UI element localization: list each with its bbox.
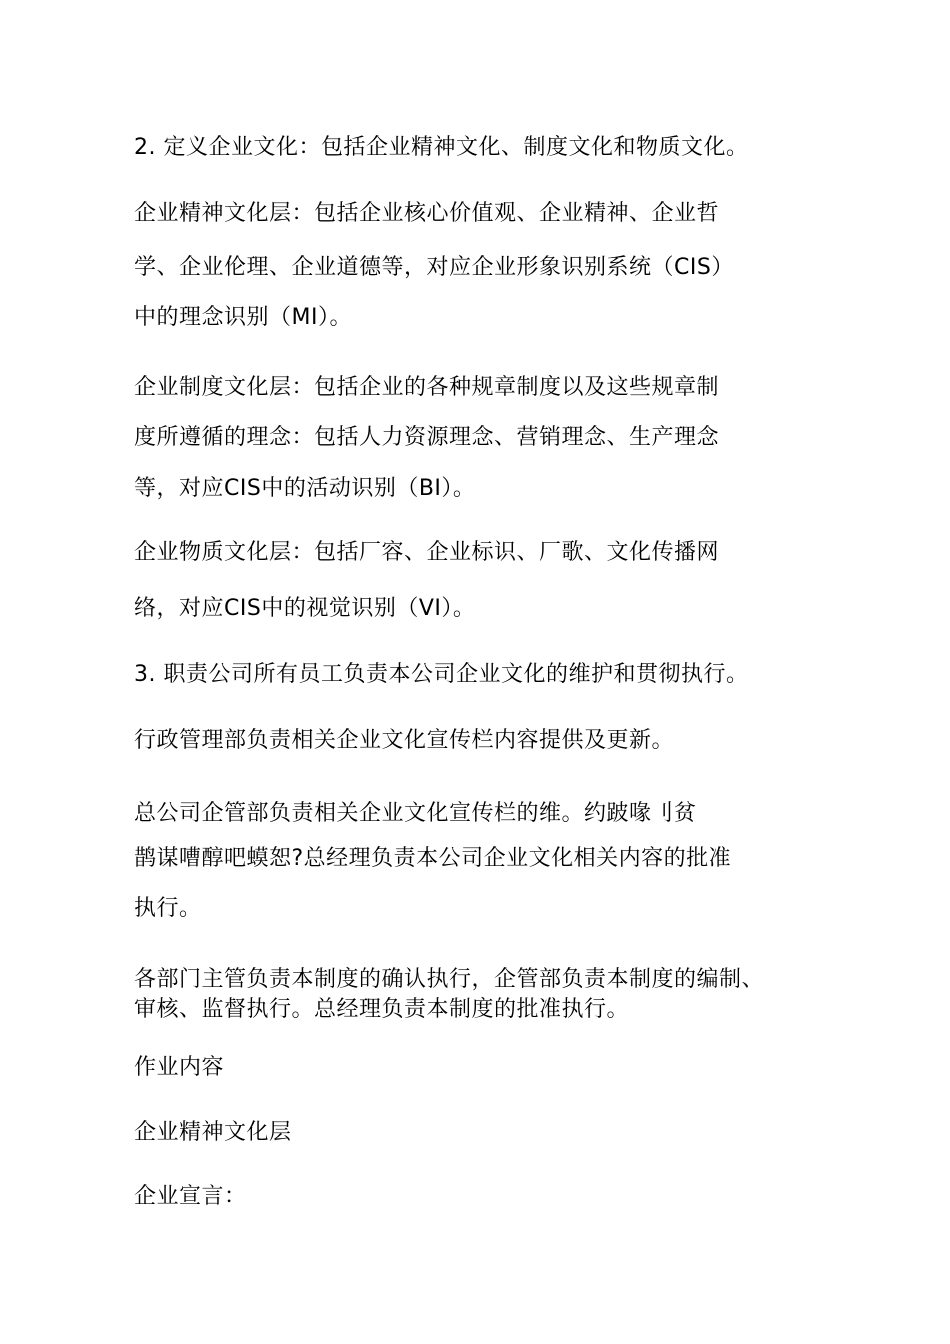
hq-mgmt-responsibility-line-3: 执行。	[134, 896, 202, 921]
institutional-culture-line-1: 企业制度文化层：包括企业的各种规章制度以及这些规章制	[134, 375, 720, 400]
hq-mgmt-responsibility-line-2: 鹊谋嘈醇吧蟆恕?总经理负责本公司企业文化相关内容的批准	[134, 846, 732, 871]
work-content-heading: 作业内容	[134, 1055, 225, 1080]
spiritual-culture-line-2: 学、企业伦理、企业道德等，对应企业形象识别系统（CIS）	[134, 255, 734, 280]
section-2-definition: 2. 定义企业文化：包括企业精神文化、制度文化和物质文化。	[134, 135, 749, 160]
corporate-declaration-label: 企业宣言：	[134, 1184, 247, 1209]
material-culture-line-1: 企业物质文化层：包括厂容、企业标识、厂歌、文化传播网	[134, 540, 720, 565]
dept-heads-responsibility-line-1: 各部门主管负责本制度的确认执行，企管部负责本制度的编制、	[134, 967, 765, 992]
dept-heads-responsibility-line-2: 审核、监督执行。总经理负责本制度的批准执行。	[134, 997, 630, 1022]
spiritual-culture-line-3: 中的理念识别（MI）。	[134, 305, 352, 330]
hq-mgmt-responsibility-line-1: 总公司企管部负责相关企业文化宣传栏的维。约跛喙刂贫	[134, 801, 697, 826]
spiritual-culture-line-1: 企业精神文化层：包括企业核心价值观、企业精神、企业哲	[134, 201, 720, 226]
spiritual-culture-heading: 企业精神文化层	[134, 1120, 292, 1145]
material-culture-line-2: 络，对应CIS中的视觉识别（VI）。	[134, 596, 476, 621]
institutional-culture-line-3: 等，对应CIS中的活动识别（BI）。	[134, 476, 476, 501]
admin-dept-responsibility: 行政管理部负责相关企业文化宣传栏内容提供及更新。	[134, 728, 675, 753]
section-3-responsibility: 3. 职责公司所有员工负责本公司企业文化的维护和贯彻执行。	[134, 662, 749, 687]
institutional-culture-line-2: 度所遵循的理念：包括人力资源理念、营销理念、生产理念	[134, 425, 720, 450]
